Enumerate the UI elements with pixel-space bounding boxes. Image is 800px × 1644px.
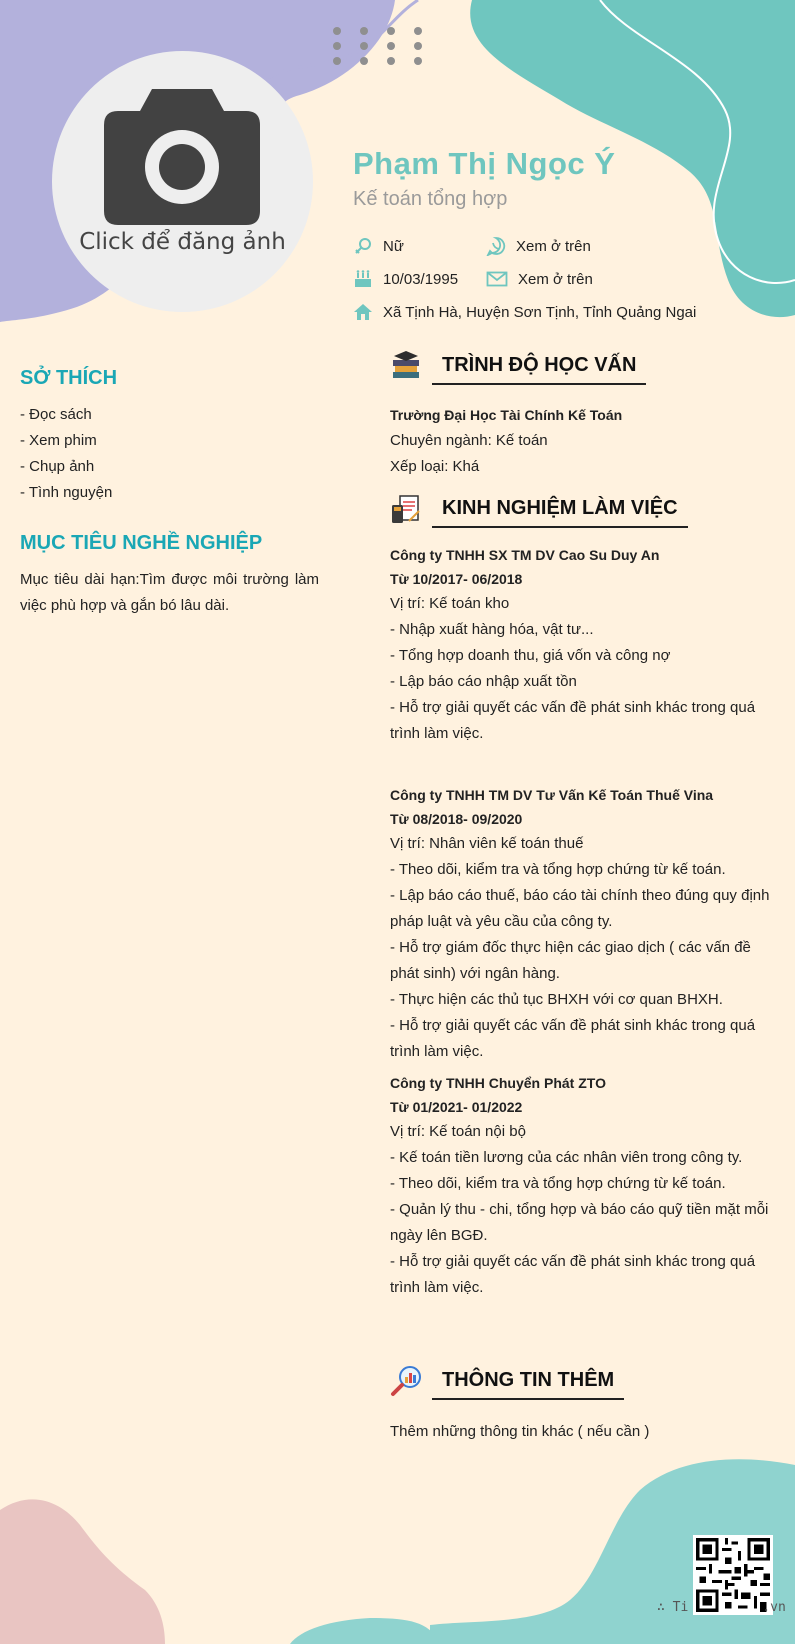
books-graduation-icon bbox=[390, 350, 422, 382]
job-position: Vị trí: Kế toán nội bộ bbox=[390, 1123, 526, 1140]
job-duty: - Hỗ trợ giải quyết các vấn đề phát sinh khác trong quá trình làm việc. bbox=[390, 1017, 756, 1060]
extra-heading bbox=[390, 1367, 624, 1400]
education-block bbox=[390, 402, 770, 480]
objective-heading: MỤC TIÊU NGHỀ NGHIỆP bbox=[20, 532, 263, 554]
job-duty: - Quản lý thu - chi, tổng hợp và báo cáo quỹ tiền mặt mỗi ngày lên BGĐ. bbox=[390, 1201, 769, 1244]
education-heading-label: TRÌNH ĐỘ HỌC VẤN bbox=[432, 352, 646, 385]
address-row bbox=[353, 302, 696, 322]
list-item: - Tình nguyện bbox=[20, 484, 113, 501]
job-duty: - Hỗ trợ giải quyết các vấn đề phát sinh khác trong quá trình làm việc. bbox=[390, 1253, 756, 1296]
education-heading bbox=[390, 352, 646, 385]
footer-text bbox=[657, 1600, 786, 1615]
birthday-value: 10/03/1995 bbox=[383, 270, 459, 288]
list-item: - Xem phim bbox=[20, 432, 97, 449]
home-icon bbox=[353, 302, 373, 322]
list-item: - Đọc sách bbox=[20, 406, 92, 423]
footer-text-end: .vn bbox=[762, 1600, 786, 1615]
job-entry bbox=[390, 783, 770, 1065]
birthday-cake-icon bbox=[353, 269, 373, 289]
job-duty: - Kế toán tiền lương của các nhân viên trong công ty. bbox=[390, 1149, 743, 1166]
gender-icon bbox=[353, 236, 373, 256]
whatsapp-icon bbox=[486, 236, 506, 256]
hobbies-heading: SỞ THÍCH bbox=[20, 367, 118, 389]
experience-heading-label: KINH NGHIỆM LÀM VIỆC bbox=[432, 495, 688, 528]
job-duty: - Thực hiện các thủ tục BHXH với cơ quan BHXH. bbox=[390, 991, 723, 1008]
school-name: Trường Đại Học Tài Chính Kế Toán bbox=[390, 407, 623, 423]
job-duty: - Theo dõi, kiểm tra và tổng hợp chứng từ kế toán. bbox=[390, 861, 726, 878]
company-name: Công ty TNHH Chuyển Phát ZTO bbox=[390, 1075, 606, 1091]
magnifier-chart-icon bbox=[390, 1365, 422, 1397]
phone-row bbox=[486, 236, 591, 256]
experience-heading bbox=[390, 495, 688, 528]
camera-icon bbox=[104, 89, 260, 225]
email-row bbox=[486, 269, 593, 289]
rank: Xếp loại: Khá bbox=[390, 458, 480, 475]
job-title: Kế toán tổng hợp bbox=[353, 188, 508, 210]
list-item: - Chụp ảnh bbox=[20, 458, 95, 475]
phone-value: Xem ở trên bbox=[516, 237, 591, 255]
job-duty: - Nhập xuất hàng hóa, vật tư... bbox=[390, 621, 594, 638]
company-name: Công ty TNHH SX TM DV Cao Su Duy An bbox=[390, 547, 660, 563]
job-duty: - Hỗ trợ giải quyết các vấn đề phát sinh khác trong quá trình làm việc. bbox=[390, 699, 756, 742]
job-period: Từ 01/2021- 01/2022 bbox=[390, 1099, 523, 1115]
job-position: Vị trí: Kế toán kho bbox=[390, 595, 510, 612]
major: Chuyên ngành: Kế toán bbox=[390, 432, 548, 449]
extra-heading-label: THÔNG TIN THÊM bbox=[432, 1367, 624, 1400]
job-entry bbox=[390, 1071, 770, 1301]
candidate-name: Phạm Thị Ngọc Ý bbox=[353, 146, 616, 181]
job-duty: - Lập báo cáo thuế, báo cáo tài chính theo đúng quy định pháp luật và yêu cầu của công ty. bbox=[390, 887, 770, 930]
job-duty: - Tổng hợp doanh thu, giá vốn và công nợ bbox=[390, 647, 671, 664]
objective-text: Mục tiêu dài hạn:Tìm được môi trường làm việc phù hợp và gắn bó lâu dài. bbox=[20, 571, 319, 614]
photo-upload-label: Click để đăng ảnh bbox=[79, 229, 286, 255]
extra-text: Thêm những thông tin khác ( nếu cần ) bbox=[390, 1423, 650, 1440]
job-duty: - Hỗ trợ giám đốc thực hiện các giao dịch ( các vấn đề phát sinh) với ngân hàng. bbox=[390, 939, 751, 982]
clipboard-calculator-icon bbox=[390, 493, 422, 525]
birthday-row bbox=[353, 269, 458, 289]
company-name: Công ty TNHH TM DV Tư Vấn Kế Toán Thuế Vina bbox=[390, 787, 714, 803]
gender-row bbox=[353, 236, 404, 256]
job-period: Từ 10/2017- 06/2018 bbox=[390, 571, 523, 587]
footer-text-start: ∴ Ti bbox=[657, 1600, 689, 1615]
dot-pattern bbox=[328, 24, 428, 74]
gender-value: Nữ bbox=[383, 237, 404, 255]
hobbies-list bbox=[20, 402, 112, 506]
job-position: Vị trí: Nhân viên kế toán thuế bbox=[390, 835, 584, 852]
envelope-icon bbox=[486, 269, 508, 289]
email-value: Xem ở trên bbox=[518, 270, 593, 288]
job-period: Từ 08/2018- 09/2020 bbox=[390, 811, 523, 827]
job-entry bbox=[390, 543, 770, 747]
profile-photo-upload[interactable] bbox=[52, 51, 313, 312]
job-duty: - Theo dõi, kiểm tra và tổng hợp chứng từ kế toán. bbox=[390, 1175, 726, 1192]
address-value: Xã Tịnh Hà, Huyện Sơn Tịnh, Tỉnh Quảng Ngai bbox=[383, 303, 697, 321]
job-duty: - Lập báo cáo nhập xuất tồn bbox=[390, 673, 577, 690]
